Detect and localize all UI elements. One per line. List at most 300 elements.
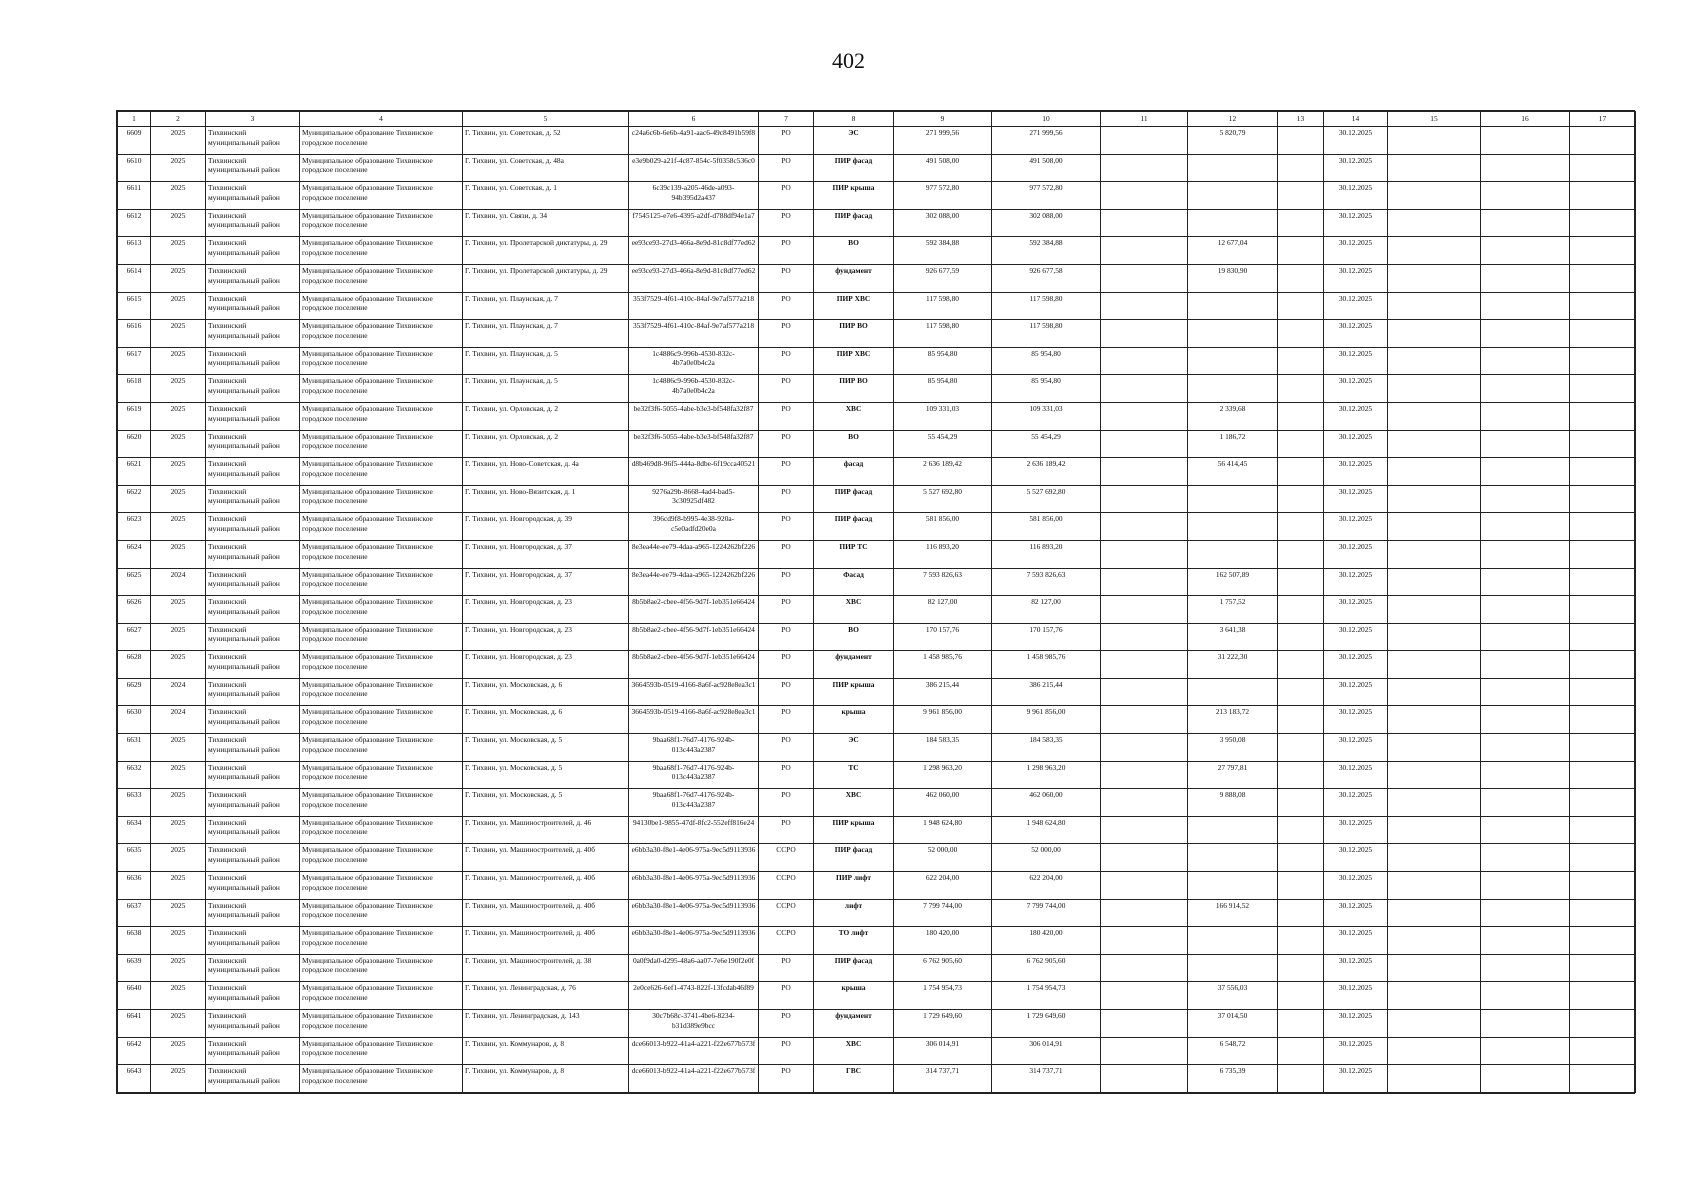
cell-col-17: [1570, 292, 1636, 320]
column-header-12: 12: [1188, 112, 1278, 127]
cell-col-16: [1481, 816, 1570, 844]
cell-col-12: 37 556,03: [1188, 982, 1278, 1010]
cell-address: Г. Тихвин, ул. Плаунская, д. 7: [463, 320, 629, 348]
cell-col-13: [1278, 1010, 1324, 1038]
cell-address: Г. Тихвин, ул. Машиностроителей, д. 40б: [463, 872, 629, 900]
cell-col-16: [1481, 954, 1570, 982]
cell-col-17: [1570, 154, 1636, 182]
cell-cost: 302 088,00: [894, 209, 992, 237]
cell-col-13: [1278, 347, 1324, 375]
cell-address: Г. Тихвин, ул. Плаунская, д. 5: [463, 375, 629, 403]
cell-col-11: [1101, 568, 1188, 596]
cell-col-15: [1388, 209, 1481, 237]
cell-guid: 8b5b8ae2-cbee-4f56-9d7f-1eb351e66424: [629, 596, 759, 624]
cell-col-11: [1101, 320, 1188, 348]
cell-number: 6625: [118, 568, 151, 596]
table-row: [118, 237, 1636, 265]
cell-col-15: [1388, 1037, 1481, 1065]
cell-col-15: [1388, 927, 1481, 955]
cell-municipality: Муниципальное образование Тихвинское городское поселение: [300, 568, 463, 596]
cell-col-13: [1278, 761, 1324, 789]
cell-col-16: [1481, 568, 1570, 596]
cell-address: Г. Тихвин, ул. Ново-Вязитская, д. 1: [463, 485, 629, 513]
cell-col-12: [1188, 375, 1278, 403]
cell-col-16: [1481, 154, 1570, 182]
cell-district: Тихвинский муниципальный район: [206, 513, 300, 541]
cell-type: РО: [759, 182, 814, 210]
cell-municipality: Муниципальное образование Тихвинское городское поселение: [300, 154, 463, 182]
cell-cost: 5 527 692,80: [894, 485, 992, 513]
cell-number: 6642: [118, 1037, 151, 1065]
cell-district: Тихвинский муниципальный район: [206, 982, 300, 1010]
cell-col-16: [1481, 1010, 1570, 1038]
cell-municipality: Муниципальное образование Тихвинское городское поселение: [300, 789, 463, 817]
cell-district: Тихвинский муниципальный район: [206, 485, 300, 513]
cell-col-16: [1481, 513, 1570, 541]
cell-cost: 170 157,76: [894, 623, 992, 651]
cell-guid: 353f7529-4f61-410c-84af-9e7af577a218: [629, 292, 759, 320]
cell-year: 2025: [151, 402, 206, 430]
cell-number: 6615: [118, 292, 151, 320]
cell-municipality: Муниципальное образование Тихвинское городское поселение: [300, 651, 463, 679]
cell-col-15: [1388, 734, 1481, 762]
cell-col-17: [1570, 816, 1636, 844]
cell-cost: 180 420,00: [894, 927, 992, 955]
cell-district: Тихвинский муниципальный район: [206, 237, 300, 265]
cell-date: 30.12.2025: [1324, 375, 1388, 403]
cell-type: РО: [759, 1065, 814, 1093]
cell-address: Г. Тихвин, ул. Пролетарской диктатуры, д. 29: [463, 264, 629, 292]
cell-number: 6617: [118, 347, 151, 375]
cell-year: 2025: [151, 623, 206, 651]
cell-type: РО: [759, 154, 814, 182]
cell-municipality: Муниципальное образование Тихвинское городское поселение: [300, 182, 463, 210]
cell-type: РО: [759, 982, 814, 1010]
cell-guid: e3e9b029-a21f-4c87-854c-5f0358c536c0: [629, 154, 759, 182]
column-header-17: 17: [1570, 112, 1636, 127]
cell-work: ЭС: [814, 734, 894, 762]
cell-type: РО: [759, 127, 814, 155]
cell-work: Фасад: [814, 568, 894, 596]
cell-cost-total: 170 157,76: [992, 623, 1101, 651]
cell-number: 6616: [118, 320, 151, 348]
cell-number: 6641: [118, 1010, 151, 1038]
registry-table: [117, 111, 1636, 1093]
cell-work: ВО: [814, 623, 894, 651]
cell-number: 6611: [118, 182, 151, 210]
cell-work: фундамент: [814, 264, 894, 292]
cell-cost: 314 737,71: [894, 1065, 992, 1093]
cell-col-17: [1570, 706, 1636, 734]
cell-col-13: [1278, 789, 1324, 817]
cell-date: 30.12.2025: [1324, 264, 1388, 292]
cell-col-13: [1278, 651, 1324, 679]
cell-type: РО: [759, 1010, 814, 1038]
cell-col-11: [1101, 375, 1188, 403]
cell-district: Тихвинский муниципальный район: [206, 789, 300, 817]
table-row: [118, 209, 1636, 237]
cell-year: 2025: [151, 651, 206, 679]
cell-year: 2025: [151, 927, 206, 955]
cell-address: Г. Тихвин, ул. Ленинградская, д. 76: [463, 982, 629, 1010]
cell-cost: 85 954,80: [894, 375, 992, 403]
cell-date: 30.12.2025: [1324, 402, 1388, 430]
cell-guid: 9baa68f1-76d7-4176-924b-013c443a2387: [629, 734, 759, 762]
cell-year: 2025: [151, 513, 206, 541]
cell-address: Г. Тихвин, ул. Плаунская, д. 5: [463, 347, 629, 375]
cell-col-16: [1481, 458, 1570, 486]
table-row: [118, 706, 1636, 734]
cell-address: Г. Тихвин, ул. Новгородская, д. 37: [463, 568, 629, 596]
cell-year: 2025: [151, 264, 206, 292]
cell-cost: 55 454,29: [894, 430, 992, 458]
cell-cost-total: 7 799 744,00: [992, 899, 1101, 927]
cell-date: 30.12.2025: [1324, 430, 1388, 458]
cell-date: 30.12.2025: [1324, 154, 1388, 182]
cell-col-12: [1188, 182, 1278, 210]
cell-col-11: [1101, 540, 1188, 568]
cell-col-15: [1388, 513, 1481, 541]
cell-guid: 8b5b8ae2-cbee-4f56-9d7f-1eb351e66424: [629, 651, 759, 679]
cell-date: 30.12.2025: [1324, 347, 1388, 375]
cell-col-12: 56 414,45: [1188, 458, 1278, 486]
cell-cost-total: 117 598,80: [992, 320, 1101, 348]
table-row: [118, 182, 1636, 210]
cell-type: РО: [759, 513, 814, 541]
cell-cost-total: 7 593 826,63: [992, 568, 1101, 596]
cell-col-12: 3 641,38: [1188, 623, 1278, 651]
cell-col-15: [1388, 375, 1481, 403]
cell-cost: 592 384,88: [894, 237, 992, 265]
cell-work: крыша: [814, 706, 894, 734]
table-row: [118, 320, 1636, 348]
cell-date: 30.12.2025: [1324, 127, 1388, 155]
column-header-9: 9: [894, 112, 992, 127]
cell-date: 30.12.2025: [1324, 568, 1388, 596]
cell-col-15: [1388, 623, 1481, 651]
cell-cost-total: 1 948 624,80: [992, 816, 1101, 844]
cell-cost: 85 954,80: [894, 347, 992, 375]
cell-col-12: 6 548,72: [1188, 1037, 1278, 1065]
cell-cost-total: 116 893,20: [992, 540, 1101, 568]
cell-district: Тихвинский муниципальный район: [206, 127, 300, 155]
cell-municipality: Муниципальное образование Тихвинское городское поселение: [300, 816, 463, 844]
cell-guid: 9276a29b-8668-4ad4-bad5-3c30925df482: [629, 485, 759, 513]
table-body: [118, 127, 1636, 1093]
cell-col-12: 12 677,04: [1188, 237, 1278, 265]
cell-col-12: [1188, 927, 1278, 955]
cell-year: 2024: [151, 706, 206, 734]
cell-col-12: [1188, 540, 1278, 568]
cell-municipality: Муниципальное образование Тихвинское городское поселение: [300, 209, 463, 237]
cell-col-11: [1101, 209, 1188, 237]
cell-address: Г. Тихвин, ул. Новгородская, д. 23: [463, 623, 629, 651]
cell-col-17: [1570, 402, 1636, 430]
cell-district: Тихвинский муниципальный район: [206, 816, 300, 844]
cell-col-11: [1101, 623, 1188, 651]
cell-col-16: [1481, 347, 1570, 375]
column-header-11: 11: [1101, 112, 1188, 127]
cell-col-13: [1278, 568, 1324, 596]
cell-cost: 117 598,80: [894, 292, 992, 320]
cell-municipality: Муниципальное образование Тихвинское городское поселение: [300, 513, 463, 541]
cell-work: ГВС: [814, 1065, 894, 1093]
cell-cost: 184 583,35: [894, 734, 992, 762]
cell-cost: 52 000,00: [894, 844, 992, 872]
cell-guid: 1c4886c9-996b-4530-832c-4b7a0e0b4c2a: [629, 347, 759, 375]
cell-col-17: [1570, 761, 1636, 789]
cell-type: РО: [759, 623, 814, 651]
table-row: [118, 927, 1636, 955]
cell-col-15: [1388, 706, 1481, 734]
cell-col-13: [1278, 430, 1324, 458]
table-row: [118, 678, 1636, 706]
cell-work: фундамент: [814, 651, 894, 679]
cell-number: 6619: [118, 402, 151, 430]
cell-date: 30.12.2025: [1324, 927, 1388, 955]
cell-cost-total: 491 508,00: [992, 154, 1101, 182]
cell-cost: 977 572,80: [894, 182, 992, 210]
cell-cost-total: 2 636 189,42: [992, 458, 1101, 486]
cell-work: ПИР ВО: [814, 375, 894, 403]
cell-number: 6624: [118, 540, 151, 568]
table-row: [118, 596, 1636, 624]
cell-col-11: [1101, 1065, 1188, 1093]
cell-guid: 396cd9f8-b995-4e38-920a-c5e0adfd20e0a: [629, 513, 759, 541]
cell-district: Тихвинский муниципальный район: [206, 844, 300, 872]
cell-col-12: 213 183,72: [1188, 706, 1278, 734]
cell-col-11: [1101, 402, 1188, 430]
cell-col-13: [1278, 292, 1324, 320]
cell-col-11: [1101, 127, 1188, 155]
cell-col-12: [1188, 513, 1278, 541]
cell-district: Тихвинский муниципальный район: [206, 734, 300, 762]
cell-cost-total: 6 762 905,60: [992, 954, 1101, 982]
cell-type: РО: [759, 954, 814, 982]
cell-municipality: Муниципальное образование Тихвинское городское поселение: [300, 264, 463, 292]
cell-guid: 30c7b68c-3741-4be6-8234-b31d389e9bcc: [629, 1010, 759, 1038]
table-row: [118, 568, 1636, 596]
cell-municipality: Муниципальное образование Тихвинское городское поселение: [300, 237, 463, 265]
cell-address: Г. Тихвин, ул. Советская, д. 52: [463, 127, 629, 155]
cell-col-11: [1101, 899, 1188, 927]
cell-col-16: [1481, 678, 1570, 706]
cell-year: 2025: [151, 899, 206, 927]
cell-number: 6633: [118, 789, 151, 817]
cell-col-17: [1570, 347, 1636, 375]
cell-address: Г. Тихвин, ул. Машиностроителей, д. 40б: [463, 899, 629, 927]
cell-guid: 6c39c139-a205-46de-a093-94b395d2a437: [629, 182, 759, 210]
column-header-10: 10: [992, 112, 1101, 127]
cell-type: РО: [759, 458, 814, 486]
cell-col-17: [1570, 789, 1636, 817]
cell-work: ПИР лифт: [814, 872, 894, 900]
cell-col-16: [1481, 209, 1570, 237]
cell-guid: 94130be1-9855-47df-8fc2-552eff816e24: [629, 816, 759, 844]
cell-col-17: [1570, 430, 1636, 458]
cell-cost-total: 52 000,00: [992, 844, 1101, 872]
cell-col-12: 162 507,89: [1188, 568, 1278, 596]
cell-col-12: 37 014,50: [1188, 1010, 1278, 1038]
cell-address: Г. Тихвин, ул. Орловская, д. 2: [463, 402, 629, 430]
cell-guid: 8e3ea44e-ee79-4daa-a965-1224262bf226: [629, 540, 759, 568]
cell-col-13: [1278, 375, 1324, 403]
cell-cost: 109 331,03: [894, 402, 992, 430]
cell-guid: 1c4886c9-996b-4530-832c-4b7a0e0b4c2a: [629, 375, 759, 403]
cell-year: 2025: [151, 375, 206, 403]
cell-district: Тихвинский муниципальный район: [206, 954, 300, 982]
table-row: [118, 1010, 1636, 1038]
cell-cost: 7 799 744,00: [894, 899, 992, 927]
cell-municipality: Муниципальное образование Тихвинское городское поселение: [300, 1037, 463, 1065]
cell-date: 30.12.2025: [1324, 954, 1388, 982]
cell-number: 6622: [118, 485, 151, 513]
cell-col-11: [1101, 513, 1188, 541]
cell-col-16: [1481, 402, 1570, 430]
cell-col-15: [1388, 264, 1481, 292]
cell-col-16: [1481, 375, 1570, 403]
cell-address: Г. Тихвин, ул. Машиностроителей, д. 46: [463, 816, 629, 844]
cell-guid: 2e0ce626-6ef1-4743-822f-13fcdab46f89: [629, 982, 759, 1010]
cell-year: 2025: [151, 596, 206, 624]
cell-district: Тихвинский муниципальный район: [206, 1037, 300, 1065]
cell-date: 30.12.2025: [1324, 1010, 1388, 1038]
cell-col-17: [1570, 375, 1636, 403]
cell-date: 30.12.2025: [1324, 458, 1388, 486]
cell-cost: 622 204,00: [894, 872, 992, 900]
cell-date: 30.12.2025: [1324, 182, 1388, 210]
column-header-7: 7: [759, 112, 814, 127]
cell-address: Г. Тихвин, ул. Московская, д. 6: [463, 678, 629, 706]
cell-address: Г. Тихвин, ул. Плаунская, д. 7: [463, 292, 629, 320]
cell-col-13: [1278, 899, 1324, 927]
cell-address: Г. Тихвин, ул. Московская, д. 5: [463, 761, 629, 789]
table-row: [118, 1037, 1636, 1065]
cell-col-16: [1481, 485, 1570, 513]
cell-number: 6635: [118, 844, 151, 872]
cell-address: Г. Тихвин, ул. Коммунаров, д. 8: [463, 1037, 629, 1065]
cell-number: 6632: [118, 761, 151, 789]
cell-col-11: [1101, 651, 1188, 679]
cell-cost-total: 977 572,80: [992, 182, 1101, 210]
cell-type: РО: [759, 430, 814, 458]
cell-type: РО: [759, 292, 814, 320]
cell-address: Г. Тихвин, ул. Пролетарской диктатуры, д. 29: [463, 237, 629, 265]
cell-district: Тихвинский муниципальный район: [206, 623, 300, 651]
cell-number: 6640: [118, 982, 151, 1010]
cell-guid: 8e3ea44e-ee79-4daa-a965-1224262bf226: [629, 568, 759, 596]
cell-col-13: [1278, 320, 1324, 348]
cell-col-17: [1570, 927, 1636, 955]
cell-cost-total: 85 954,80: [992, 347, 1101, 375]
cell-col-17: [1570, 899, 1636, 927]
cell-col-17: [1570, 209, 1636, 237]
cell-guid: ee93ce93-27d3-466a-8e9d-81c8df77ed62: [629, 237, 759, 265]
cell-col-16: [1481, 182, 1570, 210]
cell-year: 2025: [151, 485, 206, 513]
cell-municipality: Муниципальное образование Тихвинское городское поселение: [300, 954, 463, 982]
cell-date: 30.12.2025: [1324, 816, 1388, 844]
cell-municipality: Муниципальное образование Тихвинское городское поселение: [300, 596, 463, 624]
cell-date: 30.12.2025: [1324, 706, 1388, 734]
cell-col-12: 166 914,52: [1188, 899, 1278, 927]
cell-guid: dce66013-b922-41a4-a221-f22e677b573f: [629, 1065, 759, 1093]
cell-cost-total: 55 454,29: [992, 430, 1101, 458]
table-row: [118, 982, 1636, 1010]
cell-col-13: [1278, 706, 1324, 734]
cell-municipality: Муниципальное образование Тихвинское городское поселение: [300, 127, 463, 155]
cell-col-15: [1388, 292, 1481, 320]
cell-work: ПИР ТС: [814, 540, 894, 568]
cell-cost-total: 302 088,00: [992, 209, 1101, 237]
cell-number: 6609: [118, 127, 151, 155]
cell-col-17: [1570, 651, 1636, 679]
cell-col-13: [1278, 816, 1324, 844]
cell-cost-total: 622 204,00: [992, 872, 1101, 900]
cell-col-16: [1481, 1037, 1570, 1065]
cell-type: РО: [759, 734, 814, 762]
cell-col-17: [1570, 182, 1636, 210]
cell-cost: 1 458 985,76: [894, 651, 992, 679]
cell-work: лифт: [814, 899, 894, 927]
cell-type: РО: [759, 402, 814, 430]
cell-year: 2024: [151, 568, 206, 596]
cell-guid: 9baa68f1-76d7-4176-924b-013c443a2387: [629, 789, 759, 817]
cell-guid: 9baa68f1-76d7-4176-924b-013c443a2387: [629, 761, 759, 789]
table-row: [118, 734, 1636, 762]
cell-number: 6638: [118, 927, 151, 955]
cell-year: 2025: [151, 816, 206, 844]
table-row: [118, 127, 1636, 155]
cell-cost: 116 893,20: [894, 540, 992, 568]
cell-cost: 1 729 649,60: [894, 1010, 992, 1038]
cell-col-12: 19 830,90: [1188, 264, 1278, 292]
cell-work: ХВС: [814, 789, 894, 817]
cell-number: 6618: [118, 375, 151, 403]
table-row: [118, 347, 1636, 375]
cell-type: РО: [759, 706, 814, 734]
cell-col-16: [1481, 872, 1570, 900]
cell-district: Тихвинский муниципальный район: [206, 761, 300, 789]
cell-type: РО: [759, 789, 814, 817]
cell-municipality: Муниципальное образование Тихвинское городское поселение: [300, 982, 463, 1010]
cell-type: РО: [759, 761, 814, 789]
cell-col-16: [1481, 320, 1570, 348]
cell-work: фасад: [814, 458, 894, 486]
cell-cost: 1 298 963,20: [894, 761, 992, 789]
cell-address: Г. Тихвин, ул. Советская, д. 1: [463, 182, 629, 210]
cell-guid: 3664593b-0519-4166-8a6f-ac928e8ea3c1: [629, 706, 759, 734]
cell-col-16: [1481, 927, 1570, 955]
cell-municipality: Муниципальное образование Тихвинское городское поселение: [300, 347, 463, 375]
table-row: [118, 899, 1636, 927]
cell-address: Г. Тихвин, ул. Новгородская, д. 37: [463, 540, 629, 568]
cell-address: Г. Тихвин, ул. Московская, д. 5: [463, 789, 629, 817]
cell-municipality: Муниципальное образование Тихвинское городское поселение: [300, 485, 463, 513]
cell-address: Г. Тихвин, ул. Советская, д. 48а: [463, 154, 629, 182]
cell-year: 2025: [151, 320, 206, 348]
cell-year: 2025: [151, 761, 206, 789]
cell-cost-total: 386 215,44: [992, 678, 1101, 706]
cell-col-13: [1278, 127, 1324, 155]
cell-number: 6614: [118, 264, 151, 292]
cell-col-12: [1188, 209, 1278, 237]
cell-address: Г. Тихвин, ул. Ново-Советская, д. 4а: [463, 458, 629, 486]
cell-number: 6628: [118, 651, 151, 679]
cell-year: 2025: [151, 1037, 206, 1065]
cell-col-13: [1278, 678, 1324, 706]
cell-col-15: [1388, 430, 1481, 458]
